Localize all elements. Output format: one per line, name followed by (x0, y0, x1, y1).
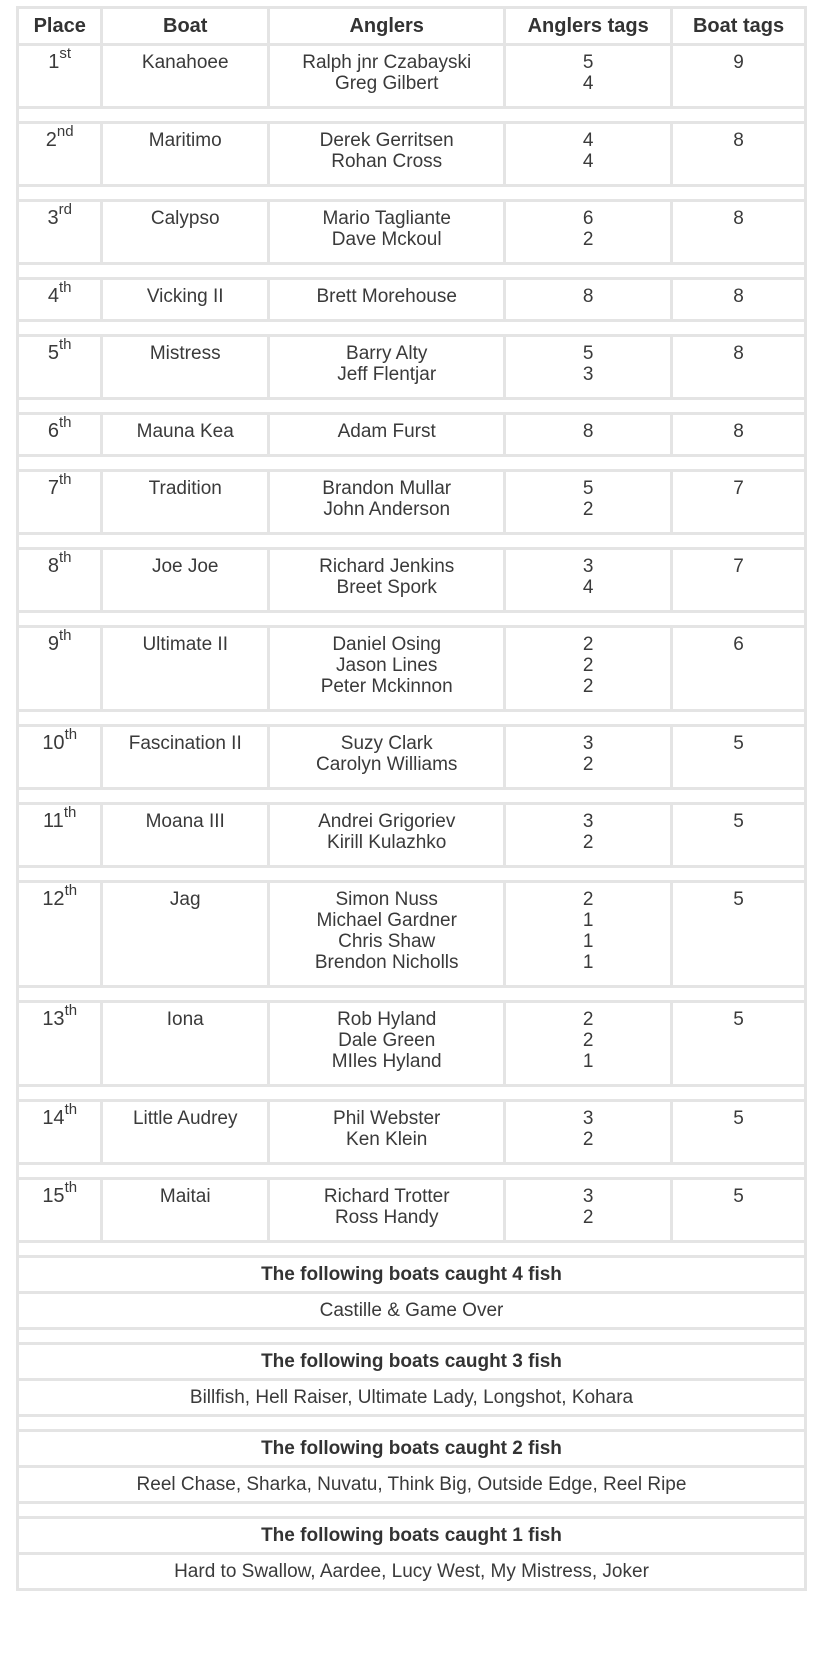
angler-tags-cell (505, 804, 672, 867)
fish-group-boats: Castille & Game Over (18, 1293, 806, 1329)
table-row (18, 726, 806, 789)
angler-tags-cell (505, 45, 672, 108)
spacer-row (18, 987, 806, 1002)
place-suffix: th (59, 279, 72, 297)
fish-group-boats-row (18, 1293, 806, 1329)
angler-tags-cell (505, 1002, 672, 1086)
place-number: 1 (48, 51, 60, 73)
table-row (18, 414, 806, 456)
spacer-row (18, 321, 806, 336)
fish-group-boats-row (18, 1554, 806, 1590)
fish-group-heading-row (18, 1518, 806, 1554)
fish-group-boats: Billfish, Hell Raiser, Ultimate Lady, Longshot, Kohara (18, 1380, 806, 1416)
place-suffix: th (63, 804, 77, 822)
angler-name: Brett Morehouse (316, 286, 457, 307)
angler-tag-count: 2 (582, 634, 594, 655)
table-row (18, 1179, 806, 1242)
anglers-cell (269, 279, 505, 321)
place-suffix: th (59, 471, 72, 489)
table-row (18, 201, 806, 264)
table-row (18, 45, 806, 108)
place-cell (18, 882, 102, 987)
place-cell (18, 726, 102, 789)
boat-cell: Little Audrey (102, 1101, 269, 1164)
spacer-cell (18, 534, 806, 549)
angler-name: Mario Tagliante (322, 208, 451, 229)
angler-tag-count: 4 (582, 73, 594, 94)
spacer-cell (18, 399, 806, 414)
spacer-cell (18, 1242, 806, 1257)
results-body (18, 45, 806, 1257)
angler-tags-cell (505, 201, 672, 264)
angler-name: Brendon Nicholls (314, 952, 459, 973)
angler-name: Michael Gardner (316, 910, 457, 931)
anglers-cell (269, 726, 505, 789)
anglers-cell (269, 627, 505, 711)
angler-tag-count: 4 (582, 577, 594, 598)
boat-tags-cell: 5 (672, 1179, 806, 1242)
spacer-cell (18, 1416, 806, 1431)
angler-name: Suzy Clark (340, 733, 433, 754)
boat-cell: Maitai (102, 1179, 269, 1242)
angler-name: Ross Handy (334, 1207, 439, 1228)
angler-tag-count: 2 (582, 676, 594, 697)
place-suffix: st (59, 45, 72, 63)
table-row (18, 123, 806, 186)
spacer-row (18, 186, 806, 201)
place-number: 12 (42, 888, 65, 910)
place-number: 10 (42, 732, 65, 754)
boat-cell: Fascination II (102, 726, 269, 789)
angler-name: Andrei Grigoriev (318, 811, 456, 832)
fish-group-heading: The following boats caught 2 fish (18, 1431, 806, 1467)
anglers-cell (269, 123, 505, 186)
spacer-row (18, 456, 806, 471)
boat-cell: Joe Joe (102, 549, 269, 612)
spacer-cell (18, 1164, 806, 1179)
place-number: 5 (47, 342, 59, 364)
angler-tag-count: 1 (582, 952, 594, 973)
angler-tag-count: 3 (582, 733, 594, 754)
angler-tags-cell (505, 726, 672, 789)
place-cell (18, 804, 102, 867)
angler-tag-count: 3 (582, 1108, 594, 1129)
angler-tags-cell (505, 336, 672, 399)
table-row (18, 336, 806, 399)
boat-cell: Jag (102, 882, 269, 987)
spacer-cell (18, 186, 806, 201)
table-row (18, 549, 806, 612)
place-suffix: rd (58, 201, 72, 219)
place-number: 13 (42, 1008, 65, 1030)
angler-tag-count: 3 (582, 811, 594, 832)
angler-name: Richard Jenkins (319, 556, 455, 577)
column-header-anglers: Anglers (269, 8, 505, 45)
spacer-row (18, 1503, 806, 1518)
spacer-row (18, 789, 806, 804)
boat-cell: Ultimate II (102, 627, 269, 711)
boat-cell: Calypso (102, 201, 269, 264)
spacer-row (18, 1164, 806, 1179)
fish-group-heading: The following boats caught 3 fish (18, 1344, 806, 1380)
boat-cell: Vicking II (102, 279, 269, 321)
angler-tag-count: 2 (582, 832, 594, 853)
angler-tag-count: 3 (582, 556, 594, 577)
place-suffix: th (59, 549, 72, 567)
table-row (18, 471, 806, 534)
angler-name: Phil Webster (333, 1108, 441, 1129)
boat-tags-cell: 8 (672, 201, 806, 264)
place-number: 6 (47, 420, 59, 442)
angler-name: Dave Mckoul (331, 229, 442, 250)
angler-name: Rohan Cross (331, 151, 443, 172)
angler-tag-count: 1 (582, 1051, 594, 1072)
place-cell (18, 549, 102, 612)
angler-tag-count: 5 (582, 343, 594, 364)
spacer-cell (18, 108, 806, 123)
place-number: 15 (42, 1185, 65, 1207)
angler-tags-cell (505, 549, 672, 612)
boat-cell: Maritimo (102, 123, 269, 186)
spacer-row (18, 711, 806, 726)
angler-tag-count: 2 (582, 1009, 594, 1030)
spacer-cell (18, 789, 806, 804)
angler-tag-count: 2 (582, 754, 594, 775)
angler-tag-count: 3 (582, 364, 594, 385)
place-number: 9 (47, 633, 59, 655)
spacer-row (18, 867, 806, 882)
angler-name: Daniel Osing (332, 634, 442, 655)
angler-tag-count: 5 (582, 52, 594, 73)
angler-tag-count: 2 (582, 655, 594, 676)
anglers-cell (269, 1101, 505, 1164)
angler-tag-count: 4 (582, 130, 594, 151)
angler-tag-count: 2 (582, 1207, 594, 1228)
place-suffix: th (59, 627, 72, 645)
angler-tag-count: 6 (582, 208, 594, 229)
place-cell (18, 627, 102, 711)
table-row (18, 1002, 806, 1086)
angler-tags-cell (505, 627, 672, 711)
angler-name: Ralph jnr Czabayski (302, 52, 472, 73)
spacer-row (18, 534, 806, 549)
angler-tags-cell (505, 123, 672, 186)
place-cell (18, 1101, 102, 1164)
boat-cell: Kanahoee (102, 45, 269, 108)
fish-group-heading-row (18, 1431, 806, 1467)
boat-tags-cell: 9 (672, 45, 806, 108)
angler-name: Simon Nuss (335, 889, 438, 910)
column-header-boat: Boat (102, 8, 269, 45)
place-suffix: th (64, 1002, 78, 1020)
angler-name: Jason Lines (336, 655, 438, 676)
table-row (18, 1101, 806, 1164)
spacer-cell (18, 264, 806, 279)
boat-tags-cell: 5 (672, 804, 806, 867)
fish-group-boats: Hard to Swallow, Aardee, Lucy West, My Mistress, Joker (18, 1554, 806, 1590)
table-row (18, 627, 806, 711)
fish-group-heading-row (18, 1344, 806, 1380)
place-number: 4 (47, 285, 59, 307)
place-number: 3 (47, 207, 59, 229)
table-row (18, 804, 806, 867)
angler-tag-count: 2 (582, 1030, 594, 1051)
anglers-cell (269, 471, 505, 534)
spacer-row (18, 1086, 806, 1101)
spacer-row (18, 612, 806, 627)
fish-group-heading: The following boats caught 4 fish (18, 1257, 806, 1293)
angler-name: John Anderson (323, 499, 451, 520)
place-cell (18, 279, 102, 321)
angler-tags-cell (505, 414, 672, 456)
angler-tag-count: 2 (582, 1129, 594, 1150)
angler-name: Rob Hyland (337, 1009, 437, 1030)
anglers-cell (269, 336, 505, 399)
place-suffix: th (64, 1179, 78, 1197)
place-suffix: th (64, 1101, 78, 1119)
place-cell (18, 336, 102, 399)
angler-name: Kirill Kulazhko (327, 832, 447, 853)
angler-tag-count: 2 (582, 499, 594, 520)
place-number: 14 (42, 1107, 65, 1129)
boat-tags-cell: 5 (672, 882, 806, 987)
place-number: 7 (47, 477, 59, 499)
boat-tags-cell: 8 (672, 336, 806, 399)
results-table (16, 6, 807, 1591)
boat-tags-cell: 8 (672, 279, 806, 321)
boat-tags-cell: 5 (672, 1002, 806, 1086)
place-number: 2 (45, 129, 57, 151)
place-suffix: th (59, 414, 72, 432)
angler-name: Dale Green (338, 1030, 436, 1051)
angler-tags-cell (505, 1101, 672, 1164)
anglers-cell (269, 1002, 505, 1086)
anglers-cell (269, 414, 505, 456)
fish-group-boats-row (18, 1467, 806, 1503)
angler-name: Barry Alty (346, 343, 428, 364)
spacer-row (18, 108, 806, 123)
boat-tags-cell: 7 (672, 471, 806, 534)
boat-cell: Mistress (102, 336, 269, 399)
place-cell (18, 1002, 102, 1086)
place-cell (18, 471, 102, 534)
angler-name: Derek Gerritsen (319, 130, 454, 151)
table-row (18, 882, 806, 987)
anglers-cell (269, 549, 505, 612)
angler-tag-count: 3 (582, 1186, 594, 1207)
angler-tags-cell (505, 279, 672, 321)
angler-tag-count: 1 (582, 910, 594, 931)
column-header-angler-tags: Anglers tags (505, 8, 672, 45)
angler-tag-count: 4 (582, 151, 594, 172)
spacer-cell (18, 1503, 806, 1518)
angler-name: Breet Spork (336, 577, 437, 598)
angler-name: Peter Mckinnon (320, 676, 453, 697)
anglers-cell (269, 882, 505, 987)
place-cell (18, 414, 102, 456)
table-header-row (18, 8, 806, 45)
place-cell (18, 45, 102, 108)
spacer-cell (18, 612, 806, 627)
spacer-cell (18, 867, 806, 882)
fish-group-boats-row (18, 1380, 806, 1416)
spacer-row (18, 1416, 806, 1431)
boat-tags-cell: 8 (672, 123, 806, 186)
place-number: 8 (47, 555, 59, 577)
anglers-cell (269, 45, 505, 108)
fish-groups-body (18, 1257, 806, 1590)
boat-tags-cell: 5 (672, 1101, 806, 1164)
fish-group-heading: The following boats caught 1 fish (18, 1518, 806, 1554)
place-number: 11 (43, 810, 64, 832)
boat-tags-cell: 6 (672, 627, 806, 711)
angler-name: Adam Furst (337, 421, 436, 442)
angler-tag-count: 1 (582, 931, 594, 952)
place-suffix: nd (56, 123, 74, 141)
spacer-cell (18, 1329, 806, 1344)
spacer-cell (18, 987, 806, 1002)
table-row (18, 279, 806, 321)
column-header-place: Place (18, 8, 102, 45)
anglers-cell (269, 1179, 505, 1242)
angler-name: Jeff Flentjar (337, 364, 437, 385)
angler-name: Ken Klein (346, 1129, 428, 1150)
boat-cell: Moana III (102, 804, 269, 867)
spacer-row (18, 1242, 806, 1257)
anglers-cell (269, 804, 505, 867)
spacer-cell (18, 321, 806, 336)
angler-tag-count: 5 (582, 478, 594, 499)
place-suffix: th (64, 882, 78, 900)
place-suffix: th (59, 336, 72, 354)
angler-tag-count: 2 (582, 889, 594, 910)
angler-tag-count: 8 (582, 286, 594, 307)
fish-group-heading-row (18, 1257, 806, 1293)
angler-name: Carolyn Williams (315, 754, 458, 775)
place-cell (18, 1179, 102, 1242)
place-cell (18, 123, 102, 186)
place-suffix: th (64, 726, 78, 744)
angler-name: MIles Hyland (331, 1051, 442, 1072)
boat-cell: Iona (102, 1002, 269, 1086)
angler-tag-count: 8 (582, 421, 594, 442)
angler-name: Chris Shaw (338, 931, 436, 952)
boat-tags-cell: 7 (672, 549, 806, 612)
spacer-row (18, 1329, 806, 1344)
angler-name: Brandon Mullar (322, 478, 452, 499)
boat-tags-cell: 5 (672, 726, 806, 789)
spacer-row (18, 264, 806, 279)
angler-tags-cell (505, 1179, 672, 1242)
anglers-cell (269, 201, 505, 264)
spacer-cell (18, 1086, 806, 1101)
boat-cell: Tradition (102, 471, 269, 534)
boat-cell: Mauna Kea (102, 414, 269, 456)
angler-tag-count: 2 (582, 229, 594, 250)
place-cell (18, 201, 102, 264)
angler-tags-cell (505, 882, 672, 987)
spacer-cell (18, 456, 806, 471)
spacer-row (18, 399, 806, 414)
boat-tags-cell: 8 (672, 414, 806, 456)
angler-tags-cell (505, 471, 672, 534)
fish-group-boats: Reel Chase, Sharka, Nuvatu, Think Big, Outside Edge, Reel Ripe (18, 1467, 806, 1503)
angler-name: Richard Trotter (323, 1186, 450, 1207)
angler-name: Greg Gilbert (334, 73, 439, 94)
spacer-cell (18, 711, 806, 726)
column-header-boat-tags: Boat tags (672, 8, 806, 45)
